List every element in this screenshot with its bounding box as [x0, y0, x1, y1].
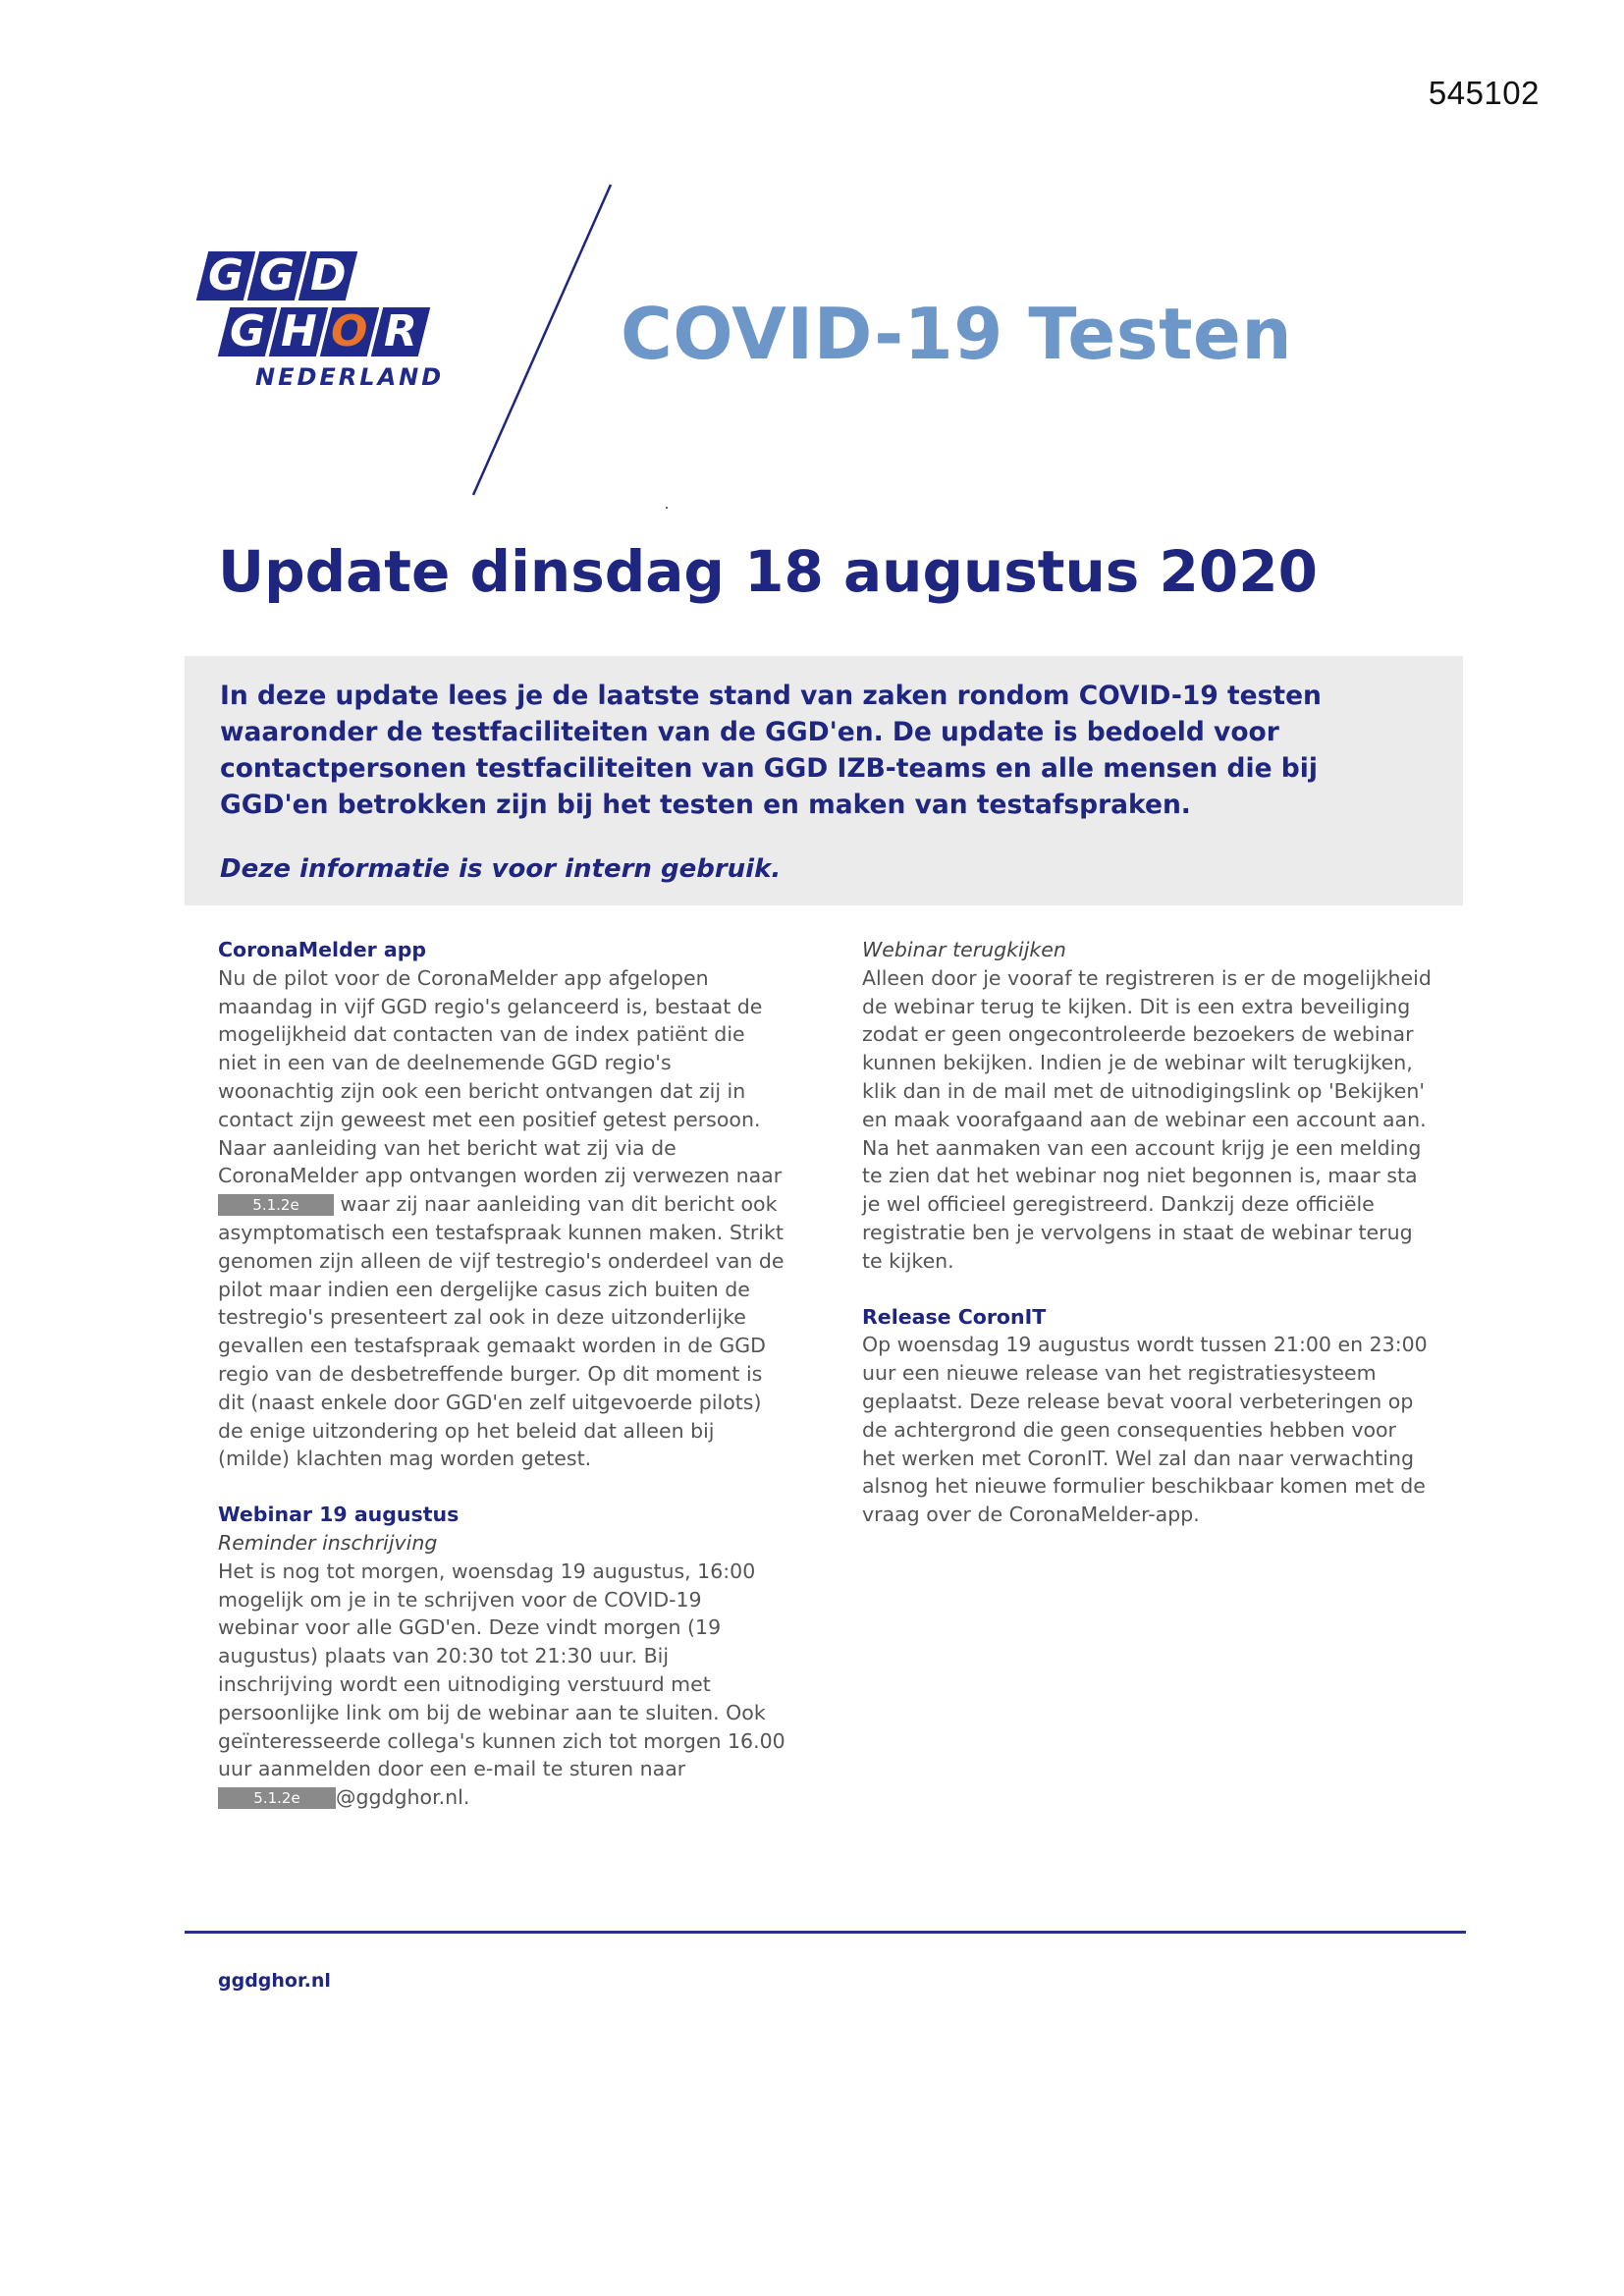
webinar-terugkijken-subheading: Webinar terugkijken [862, 938, 1066, 961]
release-paragraph: Op woensdag 19 augustus wordt tussen 21:00 en 23:00 uur een nieuwe release van het registratiesysteem geplaatst. Deze release bevat vooral verbeteringen op de achtergrond die geen consequenties hebben voor het werken met CoronIT. Wel zal dan naar verwachting alsnog het nieuwe formulier beschikbaar komen met de vraag over de CoronaMelder-app. [862, 1333, 1428, 1527]
coronamelder-paragraph-2a: Naar aanleiding van het bericht wat zij via de CoronaMelder app ontvangen worden zij verwezen naar [218, 1135, 783, 1188]
webinar-paragraph-b: @ggdghor.nl. [336, 1785, 470, 1810]
logo-letter-accent: O [320, 307, 379, 356]
intro-box [185, 656, 1463, 905]
logo-letter: D [298, 251, 357, 301]
footer-divider [185, 1931, 1466, 1934]
section-heading-webinar: Webinar 19 augustus [218, 1503, 460, 1527]
logo-letter: G [196, 251, 255, 301]
redaction-label: 5.1.2e [218, 1194, 334, 1216]
webinar-subheading: Reminder inschrijving [218, 1530, 438, 1555]
coronamelder-paragraph-2b: waar zij naar aanleiding van dit bericht ook asymptomatisch een testafspraak kunnen maken. Strikt genomen zijn alleen de vijf testregio's onderdeel van de pilot maar indien een dergelijke casus zich buiten de testregio's presenteert zal ook in deze uitzonderlijke gevallen een testafspraak gemaakt worden in de GGD regio van de desbetreffende burger. Op dit moment is dit (naast enkele door GGD'en zelf uitgevoerde pilots) de enige uitzondering op het beleid dat alleen bij (milde) klachten mag worden getest. [218, 1192, 785, 1471]
logo-letter: G [218, 307, 277, 356]
coronamelder-paragraph-2 [218, 1134, 787, 1474]
section-heading-release: Release CoronIT [862, 1304, 1047, 1329]
intro-note: Deze informatie is voor intern gebruik. [220, 854, 782, 884]
webinar-paragraph-a: Het is nog tot morgen, woensdag 19 augustus, 16:00 mogelijk om je in te schrijven voor de COVID-19 webinar voor alle GGD'en. Deze vindt morgen (19 augustus) plaats van 20:30 tot 21:30 uur. Bij inschrijving wordt een uitnodiging verstuurd met persoonlijke link om bij de webinar aan te sluiten. Ook geïnteresseerde collega's kunnen zich tot morgen 16.00 uur aanmelden door een e-mail te sturen naar [218, 1558, 785, 1781]
logo-letter: R [371, 307, 430, 356]
document-number: 545102 [1428, 75, 1540, 111]
intro-text: In deze update lees je de laatste stand van zaken rondom COVID-19 testen waaronder de testfaciliteiten van de GGD'en. De update is bedoeld voor contactpersonen testfaciliteiten van GGD IZB-teams en alle mensen die bij GGD'en betrokken zijn bij het testen en maken van testafspraken. [220, 681, 1322, 820]
redaction-label: 5.1.2e [218, 1787, 336, 1809]
update-title: Update dinsdag 18 augustus 2020 [218, 538, 1318, 605]
logo-letter: G [247, 251, 306, 301]
coronamelder-paragraph-1: Nu de pilot voor de CoronaMelder app afgelopen maandag in vijf GGD regio's gelanceerd is, bestaat de mogelijkheid dat contacten van de index patiënt die niet in een van de deelnemende GGD regio's woonachtig zijn ook een bericht ontvangen dat zij in contact zijn geweest met een positief getest persoon. [218, 965, 763, 1131]
right-column [862, 936, 1432, 1529]
logo-subtitle: NEDERLAND [255, 363, 445, 391]
webinar-paragraph [218, 1558, 787, 1812]
header-title: COVID-19 Testen [621, 293, 1293, 375]
webinar-terugkijken-paragraph: Alleen door je vooraf te registreren is er de mogelijkheid de webinar terug te kijken. Dit is een extra beveiliging zodat er geen ongecontroleerde bezoekers de webinar kunnen bekijken. Indien je de webinar wilt terugkijken, klik dan in de mail met de uitnodigingslink op 'Bekijken' en maak voorafgaand aan de webinar een account aan. Na het aanmaken van een account krijg je een melding te zien dat het webinar nog niet begonnen is, maar sta je wel officieel geregistreerd. Dankzij deze officiële registratie ben je vervolgens in staat de webinar terug te kijken. [862, 965, 1432, 1273]
dot-mark [666, 507, 668, 509]
section-heading-coronamelder: CoronaMelder app [218, 938, 427, 961]
footer-url: ggdghor.nl [218, 1970, 331, 1992]
left-column [218, 936, 787, 1812]
logo-letter: H [269, 307, 328, 356]
